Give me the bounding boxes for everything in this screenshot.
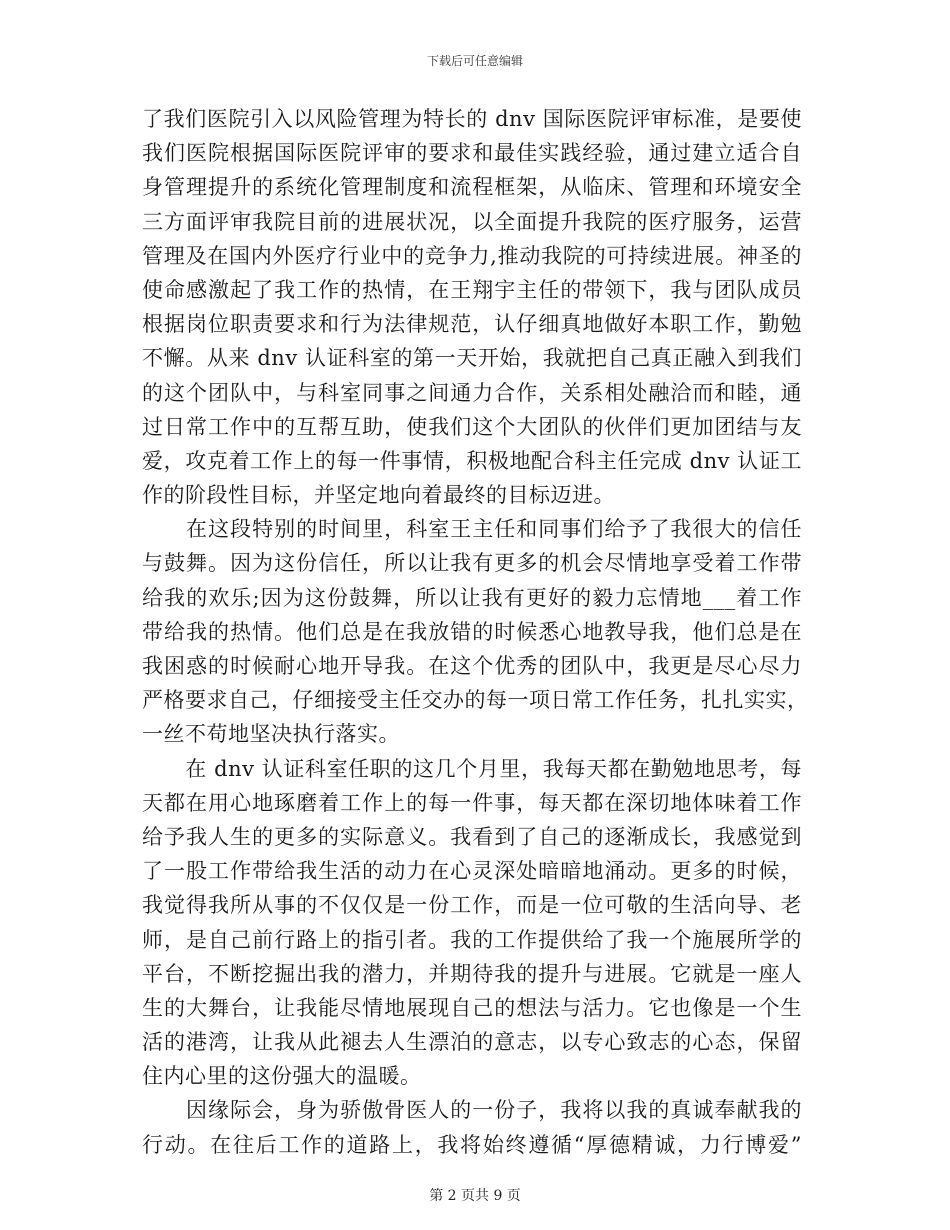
body-line: 作的阶段性目标，并坚定地向着最终的目标迈进。 — [142, 483, 615, 508]
document-body — [142, 102, 809, 1162]
body-line: 带给我的热情。他们总是在我放错的时候悉心地教导我，他们总是在 — [142, 619, 802, 644]
body-line: 师，是自己前行路上的指引者。我的工作提供给了我一个施展所学的 — [142, 927, 802, 952]
body-line: 使命感激起了我工作的热情，在王翔宇主任的带领下，我与团队成员 — [142, 277, 802, 302]
body-line: 过日常工作中的互帮互助，使我们这个大团队的伙伴们更加团结与友 — [142, 414, 802, 439]
body-line: 平台，不断挖掘出我的潜力，并期待我的提升与进展。它就是一座人 — [142, 961, 802, 986]
body-line: 我觉得我所从事的不仅仅是一份工作，而是一位可敬的生活向导、老 — [142, 893, 802, 918]
body-line: 我们医院根据国际医院评审的要求和最佳实践经验，通过建立适合自 — [142, 141, 802, 166]
body-line: 了一股工作带给我生活的动力在心灵深处暗暗地涌动。更多的时候， — [142, 859, 802, 884]
body-line: 的这个团队中，与科室同事之间通力合作，关系相处融洽而和睦，通 — [142, 380, 802, 405]
body-line: 因缘际会，身为骄傲骨医人的一份子，我将以我的真诚奉献我的 — [142, 1098, 802, 1123]
body-line: 在这段特别的时间里，科室王主任和同事们给予了我很大的信任 — [142, 517, 802, 542]
body-line: 给我的欢乐;因为这份鼓舞，所以让我有更好的毅力忘情地___着工作 — [142, 585, 802, 610]
body-line: 不懈。从来 dnv 认证科室的第一天开始，我就把自己真正融入到我们 — [142, 346, 802, 371]
body-line: 根据岗位职责要求和行为法律规范，认仔细真地做好本职工作，勤勉 — [142, 312, 802, 337]
body-line: 天都在用心地琢磨着工作上的每一件事，每天都在深切地体味着工作 — [142, 790, 802, 815]
page-footer: 第 2 页共 9 页 — [429, 1188, 521, 1204]
body-line: 住内心里的这份强大的温暖。 — [142, 1064, 422, 1089]
body-line: 活的港湾，让我从此褪去人生漂泊的意志，以专心致志的心态，保留 — [142, 1030, 802, 1055]
body-line: 管理及在国内外医疗行业中的竞争力,推动我院的可持续进展。神圣的 — [142, 243, 802, 268]
body-line: 严格要求自己，仔细接受主任交办的每一项日常工作任务，扎扎实实， — [142, 688, 809, 713]
page-header: 下载后可任意编辑 — [426, 54, 523, 68]
body-line: 在 dnv 认证科室任职的这几个月里，我每天都在勤勉地思考，每 — [142, 756, 802, 781]
body-line: 与鼓舞。因为这份信任，所以让我有更多的机会尽情地享受着工作带 — [142, 551, 802, 576]
body-line: 生的大舞台，让我能尽情地展现自己的想法与活力。它也像是一个生 — [142, 995, 802, 1020]
body-line: 爱，攻克着工作上的每一件事情，积极地配合科主任完成 dnv 认证工 — [142, 448, 802, 473]
body-line: 一丝不苟地坚决执行落实。 — [142, 722, 400, 747]
body-line: 三方面评审我院目前的进展状况，以全面提升我院的医疗服务，运营 — [142, 209, 802, 234]
body-line: 身管理提升的系统化管理制度和流程框架，从临床、管理和环境安全 — [142, 175, 802, 200]
body-line: 了我们医院引入以风险管理为特长的 dnv 国际医院评审标准，是要使 — [142, 107, 802, 131]
body-line: 行动。在往后工作的道路上，我将始终遵循“厚德精诚，力行博爱” — [142, 1132, 802, 1157]
body-line: 给予我人生的更多的实际意义。我看到了自己的逐渐成长，我感觉到 — [142, 824, 802, 849]
body-line: 我困惑的时候耐心地开导我。在这个优秀的团队中，我更是尽心尽力 — [142, 654, 802, 678]
